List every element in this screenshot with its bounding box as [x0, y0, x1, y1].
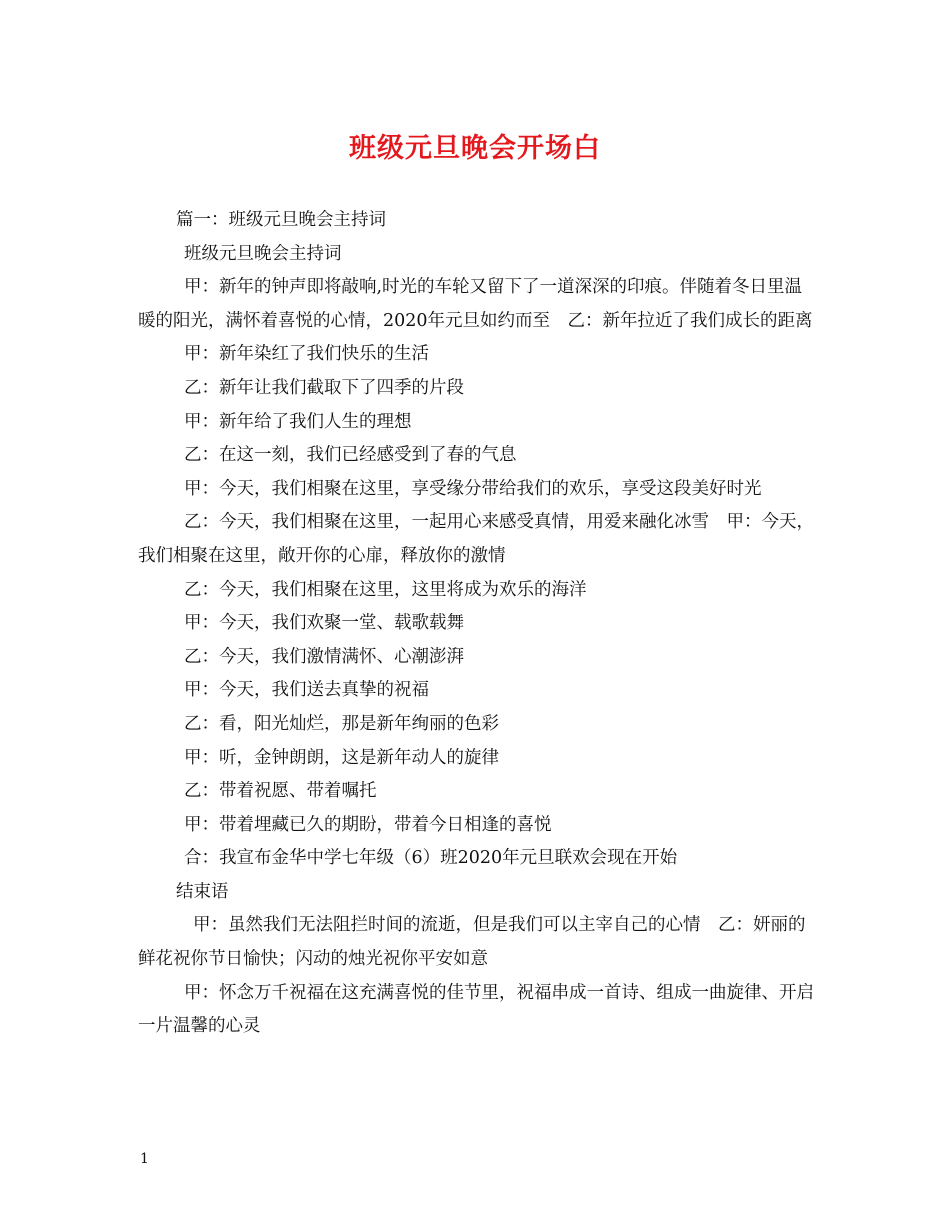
paragraph: 甲：今天，我们送去真挚的祝福 — [184, 680, 429, 701]
paragraph: 甲：带着埋藏已久的期盼，带着今日相逢的喜悦 — [184, 814, 552, 835]
paragraph: 甲：今天，我们欢聚一堂、载歌载舞 — [184, 613, 464, 634]
paragraph: 乙：新年让我们截取下了四季的片段 — [184, 377, 464, 398]
paragraph: 甲：新年的钟声即将敲响,时光的车轮又留下了一道深深的印痕。伴随着冬日里温暖的阳光，满怀着喜悦的心情，2020年元旦如约而至 乙：新年拉近了我们成长的距离 — [138, 277, 813, 331]
paragraph: 班级元旦晚会主持词 — [184, 243, 342, 264]
paragraph: 甲：怀念万千祝福在这充满喜悦的佳节里，祝福串成一首诗、组成一曲旋律、开启一片温馨的心灵 — [138, 982, 814, 1037]
paragraph: 甲：听，金钟朗朗，这是新年动人的旋律 — [184, 747, 499, 768]
document-body — [138, 204, 818, 1044]
paragraph: 乙：看，阳光灿烂，那是新年绚丽的色彩 — [184, 713, 499, 734]
paragraph: 甲：虽然我们无法阻拦时间的流逝，但是我们可以主宰自己的心情 乙：妍丽的鲜花祝你节日愉快；闪动的烛光祝你平安如意 — [138, 915, 806, 970]
paragraph: 篇一：班级元旦晚会主持词 — [176, 210, 386, 230]
paragraph: 乙：今天，我们相聚在这里，一起用心来感受真情，用爱来融化冰雪 甲：今天，我们相聚在这里，敞开你的心扉，释放你的激情 — [138, 512, 814, 566]
paragraph: 甲：新年给了我们人生的理想 — [184, 411, 412, 432]
paragraph: 乙：今天，我们激情满怀、心潮澎湃 — [184, 646, 464, 667]
page-number: 1 — [140, 1151, 149, 1167]
paragraph: 乙：带着祝愿、带着嘱托 — [184, 781, 377, 802]
paragraph: 乙：今天，我们相聚在这里，这里将成为欢乐的海洋 — [184, 579, 587, 600]
document-title: 班级元旦晚会开场白 — [349, 133, 601, 164]
paragraph: 结束语 — [176, 881, 229, 902]
paragraph: 乙：在这一刻，我们已经感受到了春的气息 — [184, 445, 517, 466]
paragraph: 甲：新年染红了我们快乐的生活 — [184, 344, 429, 365]
paragraph: 合：我宣布金华中学七年级（6）班2020年元旦联欢会现在开始 — [184, 848, 678, 869]
paragraph: 甲：今天，我们相聚在这里，享受缘分带给我们的欢乐，享受这段美好时光 — [184, 478, 762, 499]
